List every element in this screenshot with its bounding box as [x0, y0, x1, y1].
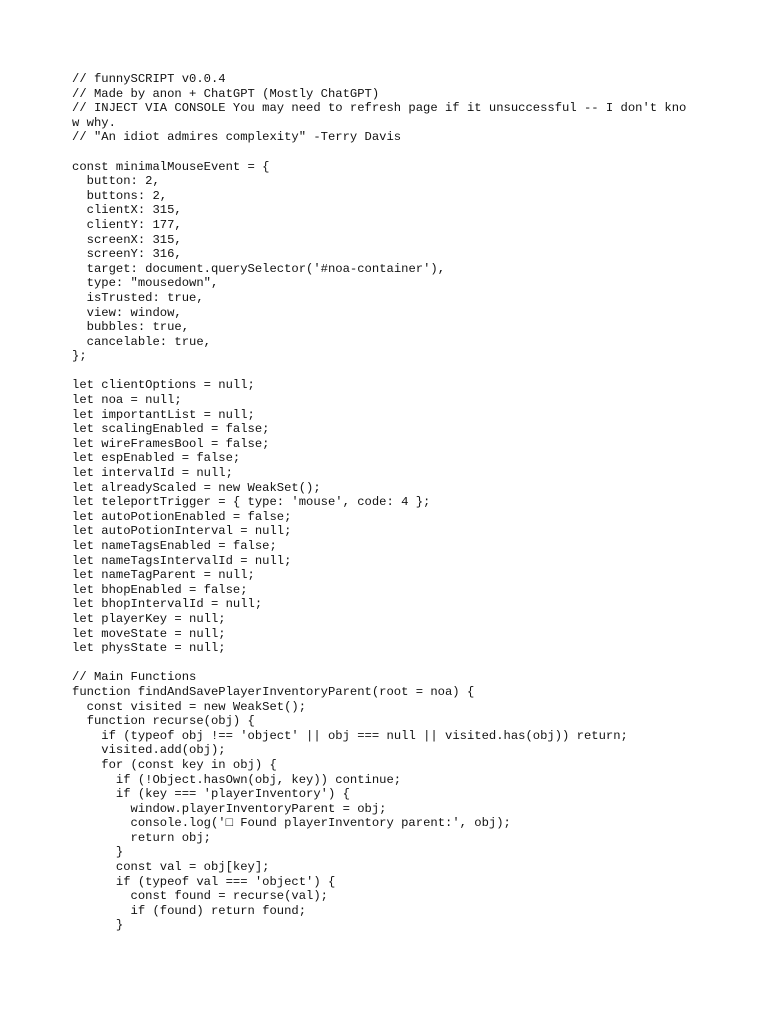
code-line: } — [72, 845, 124, 860]
code-line: let moveState = null; — [72, 626, 226, 641]
code-line: let espEnabled = false; — [72, 451, 241, 466]
code-line: function findAndSavePlayerInventoryParent(root = noa) { — [72, 684, 475, 699]
code-line: for (const key in obj) { — [72, 757, 277, 772]
code-line: visited.add(obj); — [72, 743, 226, 758]
code-line: const visited = new WeakSet(); — [72, 699, 307, 714]
code-line: return obj; — [72, 830, 211, 845]
code-line: let physState = null; — [72, 641, 226, 656]
code-line: function recurse(obj) { — [72, 714, 255, 729]
code-line: let nameTagsEnabled = false; — [72, 539, 277, 553]
code-line: const found = recurse(val); — [72, 889, 328, 904]
code-line: const minimalMouseEvent = { — [72, 159, 270, 174]
code-line — [72, 364, 692, 379]
code-line: let autoPotionEnabled = false; — [72, 509, 292, 524]
code-line — [72, 656, 692, 671]
code-line: button: 2, — [72, 174, 160, 189]
code-line: target: document.querySelector('#noa-container'), — [72, 261, 446, 276]
code-listing — [72, 72, 692, 933]
code-line: // INJECT VIA CONSOLE You may need to refresh page if it unsuccessful -- I don't know why. — [72, 101, 687, 130]
code-line: console.log('□ Found playerInventory parent:', obj); — [72, 816, 511, 831]
code-line: let teleportTrigger = { type: 'mouse', code: 4 }; — [72, 495, 431, 510]
code-line: let intervalId = null; — [72, 466, 233, 481]
code-line: let wireFramesBool = false; — [72, 436, 270, 451]
code-line: } — [72, 918, 124, 933]
code-line: clientY: 177, — [72, 217, 182, 232]
code-line: view: window, — [72, 305, 182, 320]
code-line: isTrusted: true, — [72, 290, 204, 305]
code-line: let scalingEnabled = false; — [72, 422, 270, 437]
code-line: window.playerInventoryParent = obj; — [72, 801, 387, 816]
code-line: buttons: 2, — [72, 188, 168, 203]
code-line: if (typeof val === 'object') { — [72, 874, 336, 889]
code-line: let nameTagParent = null; — [72, 568, 255, 583]
code-line: // funnySCRIPT v0.0.4 — [72, 72, 226, 86]
code-line — [72, 145, 692, 160]
code-line: bubbles: true, — [72, 320, 190, 335]
code-line: let alreadyScaled = new WeakSet(); — [72, 480, 321, 495]
code-line: let nameTagsIntervalId = null; — [72, 553, 292, 568]
code-line: // Main Functions — [72, 670, 197, 685]
code-line: let autoPotionInterval = null; — [72, 524, 292, 539]
code-line: let playerKey = null; — [72, 611, 226, 626]
code-line: let noa = null; — [72, 393, 182, 408]
code-line: let clientOptions = null; — [72, 378, 255, 393]
code-line: const val = obj[key]; — [72, 860, 270, 875]
code-line: if (key === 'playerInventory') { — [72, 787, 350, 802]
code-line: let bhopEnabled = false; — [72, 582, 248, 597]
code-line: cancelable: true, — [72, 334, 211, 349]
code-line: // "An idiot admires complexity" -Terry Davis — [72, 130, 402, 145]
code-line: type: "mousedown", — [72, 276, 219, 291]
code-line: let bhopIntervalId = null; — [72, 597, 263, 612]
code-line: let importantList = null; — [72, 407, 255, 422]
code-line: if (typeof obj !== 'object' || obj === null || visited.has(obj)) return; — [72, 728, 628, 743]
code-line: screenX: 315, — [72, 232, 182, 247]
code-line: }; — [72, 349, 87, 364]
code-line: if (!Object.hasOwn(obj, key)) continue; — [72, 772, 402, 787]
code-line: // Made by anon + ChatGPT (Mostly ChatGPT) — [72, 86, 380, 101]
code-line: clientX: 315, — [72, 203, 182, 218]
code-line: if (found) return found; — [72, 903, 307, 918]
code-line: screenY: 316, — [72, 247, 182, 262]
